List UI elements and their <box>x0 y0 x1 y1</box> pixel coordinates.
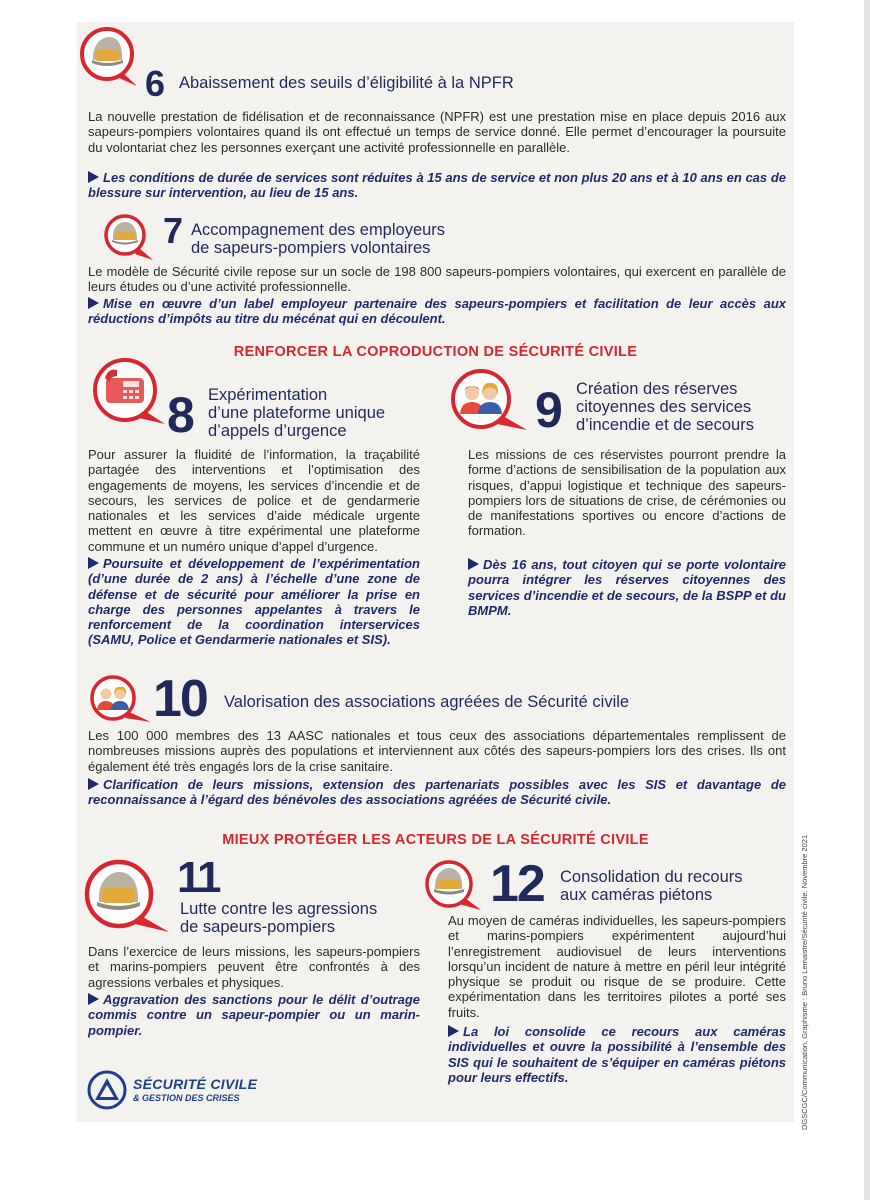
section-11-title-line1: Lutte contre les agressions <box>180 900 378 918</box>
arrow-right-icon <box>88 993 99 1005</box>
arrow-right-icon <box>468 558 479 570</box>
helmet-badge-icon <box>103 212 155 262</box>
section-9-title-line2: citoyennes des services <box>576 398 752 416</box>
logo-line-2: & GESTION DES CRISES <box>133 1093 240 1103</box>
document-page <box>77 22 794 1122</box>
section-12-highlight: La loi consolide ce recours aux caméras individuelles et ouvre la possibilité à l’ensemble des SIS qui le souhaitent de s’équiper en caméras piétons pour leurs effectifs. <box>448 1024 786 1085</box>
section-9-title-line3: d’incendie et de secours <box>576 416 754 434</box>
arrow-right-icon <box>448 1025 459 1037</box>
citizens-badge-icon <box>449 368 531 434</box>
arrow-right-icon <box>88 557 99 569</box>
section-number-8: 8 <box>167 387 193 443</box>
arrow-right-icon <box>88 171 99 183</box>
logo-emblem-icon <box>87 1070 127 1110</box>
section-9-title-line1: Création des réserves <box>576 380 738 398</box>
section-8-title-line1: Expérimentation <box>208 386 328 404</box>
section-7-title-line1: Accompagnement des employeurs <box>191 221 446 239</box>
section-number-7: 7 <box>163 210 182 251</box>
section-12-title-line1: Consolidation du recours <box>560 868 743 886</box>
section-number-10: 10 <box>153 670 207 728</box>
section-10-highlight: Clarification de leurs missions, extension des partenariats possibles avec les SIS et davantage de reconnaissance à l’égard des bénévoles des associations agréées de Sécurité civile. <box>88 777 786 808</box>
section-6-title: Abaissement des seuils d’éligibilité à la NPFR <box>179 74 514 92</box>
section-11-title-line2: de sapeurs-pompiers <box>180 918 335 936</box>
section-12-body: Au moyen de caméras individuelles, les sapeurs-pompiers et marins-pompiers expérimentent aujourd’hui l’enregistrement audiovisuel de leurs interventions lorsqu’un incident de nature à mettre en péril leur intégrité physique se produit ou risque de se produire. Cette expérimentation dans les territoires pilotes a porté ses fruits. <box>448 913 786 1020</box>
arrow-right-icon <box>88 778 99 790</box>
section-8-title-line2: d’une plateforme unique <box>208 404 386 422</box>
section-7-highlight: Mise en œuvre d’un label employeur partenaire des sapeurs-pompiers et facilitation de leur accès aux réductions d’impôts au titre du mécénat qui en découlent. <box>88 296 786 327</box>
section-7-body: Le modèle de Sécurité civile repose sur un socle de 198 800 sapeurs-pompiers volontaires, qui exercent en parallèle de leurs études ou d’une activité professionnelle. <box>88 264 786 295</box>
helmet-badge-icon <box>79 26 141 88</box>
section-number-9: 9 <box>535 382 561 438</box>
helmet-badge-icon <box>81 858 173 938</box>
section-heading-coproduction: RENFORCER LA COPRODUCTION DE SÉCURITÉ CIVILE <box>233 344 638 360</box>
section-10-title: Valorisation des associations agréées de Sécurité civile <box>224 693 630 711</box>
scroll-edge <box>864 0 870 1200</box>
section-8-title-line3: d’appels d’urgence <box>208 422 347 440</box>
section-11-body: Dans l’exercice de leurs missions, les sapeurs-pompiers et marins-pompiers peuvent être confrontés à des agressions verbales et physiques. <box>88 944 420 990</box>
section-number-6: 6 <box>145 63 164 104</box>
phone-badge-icon <box>91 356 171 428</box>
section-12-title-line2: aux caméras piétons <box>560 886 713 904</box>
section-7-title-line2: de sapeurs-pompiers volontaires <box>191 239 431 257</box>
arrow-right-icon <box>88 297 99 309</box>
section-number-12: 12 <box>490 855 544 913</box>
section-6-body: La nouvelle prestation de fidélisation et de reconnaissance (NPFR) est une prestation mise en place depuis 2016 aux sapeurs-pompiers volontaires quand ils ont effectué un temps de service donné. Elle permet d’encourager la poursuite du volontariat chez les personnes exerçant une activité professionnelle en parallèle. <box>88 109 786 155</box>
section-10-body: Les 100 000 membres des 13 AASC nationales et tous ceux des associations départementales remplissent de nombreuses missions auprès des populations et interviennent aux côtés des sapeurs-pompiers lors des crises. Ils ont également été très engagés lors de la crise sanitaire. <box>88 728 786 774</box>
section-heading-acteurs: MIEUX PROTÉGER LES ACTEURS DE LA SÉCURITÉ CIVILE <box>222 832 649 848</box>
section-9-highlight: Dès 16 ans, tout citoyen qui se porte volontaire pourra intégrer les réserves citoyennes des services d’incendie et de secours, de la BSPP et du BMPM. <box>468 557 786 618</box>
section-8-body: Pour assurer la fluidité de l’information, la traçabilité partagée des interventions et l’optimisation des engagements de moyens, les services d’incendie et de secours, les services de police et de gendarmerie nationales et les services d’aide médicale urgente mettent en œuvre à titre expérimental une plateforme commune et un numéro unique d’appel d’urgence. <box>88 447 420 554</box>
section-9-body: Les missions de ces réservistes pourront prendre la forme d’actions de sensibilisation de la population aux risques, d’appui logistique et technique des sapeurs-pompiers lors de situations de crise, de cérémonies ou de manifestations sportives ou encore d’actions de formation. <box>468 447 786 539</box>
logo-line-1: SÉCURITÉ CIVILE <box>133 1076 258 1092</box>
section-6-highlight: Les conditions de durée de services sont réduites à 15 ans de service et non plus 20 ans et à 10 ans en cas de blessure sur intervention, au lieu de 15 ans. <box>88 170 786 201</box>
helmet-badge-icon <box>423 858 485 914</box>
citizens-badge-icon <box>87 674 155 726</box>
section-11-highlight: Aggravation des sanctions pour le délit d’outrage commis contre un sapeur-pompier ou un marin-pompier. <box>88 992 420 1038</box>
section-8-highlight: Poursuite et développement de l’expérimentation (d’une durée de 2 ans) à l’échelle d’une zone de défense et de sécurité pour améliorer la prise en charge des personnes appelantes à travers le renforcement de la coordination interservices (SAMU, Police et Gendarmerie nationales et SIS). <box>88 556 420 648</box>
section-number-11: 11 <box>177 853 220 902</box>
